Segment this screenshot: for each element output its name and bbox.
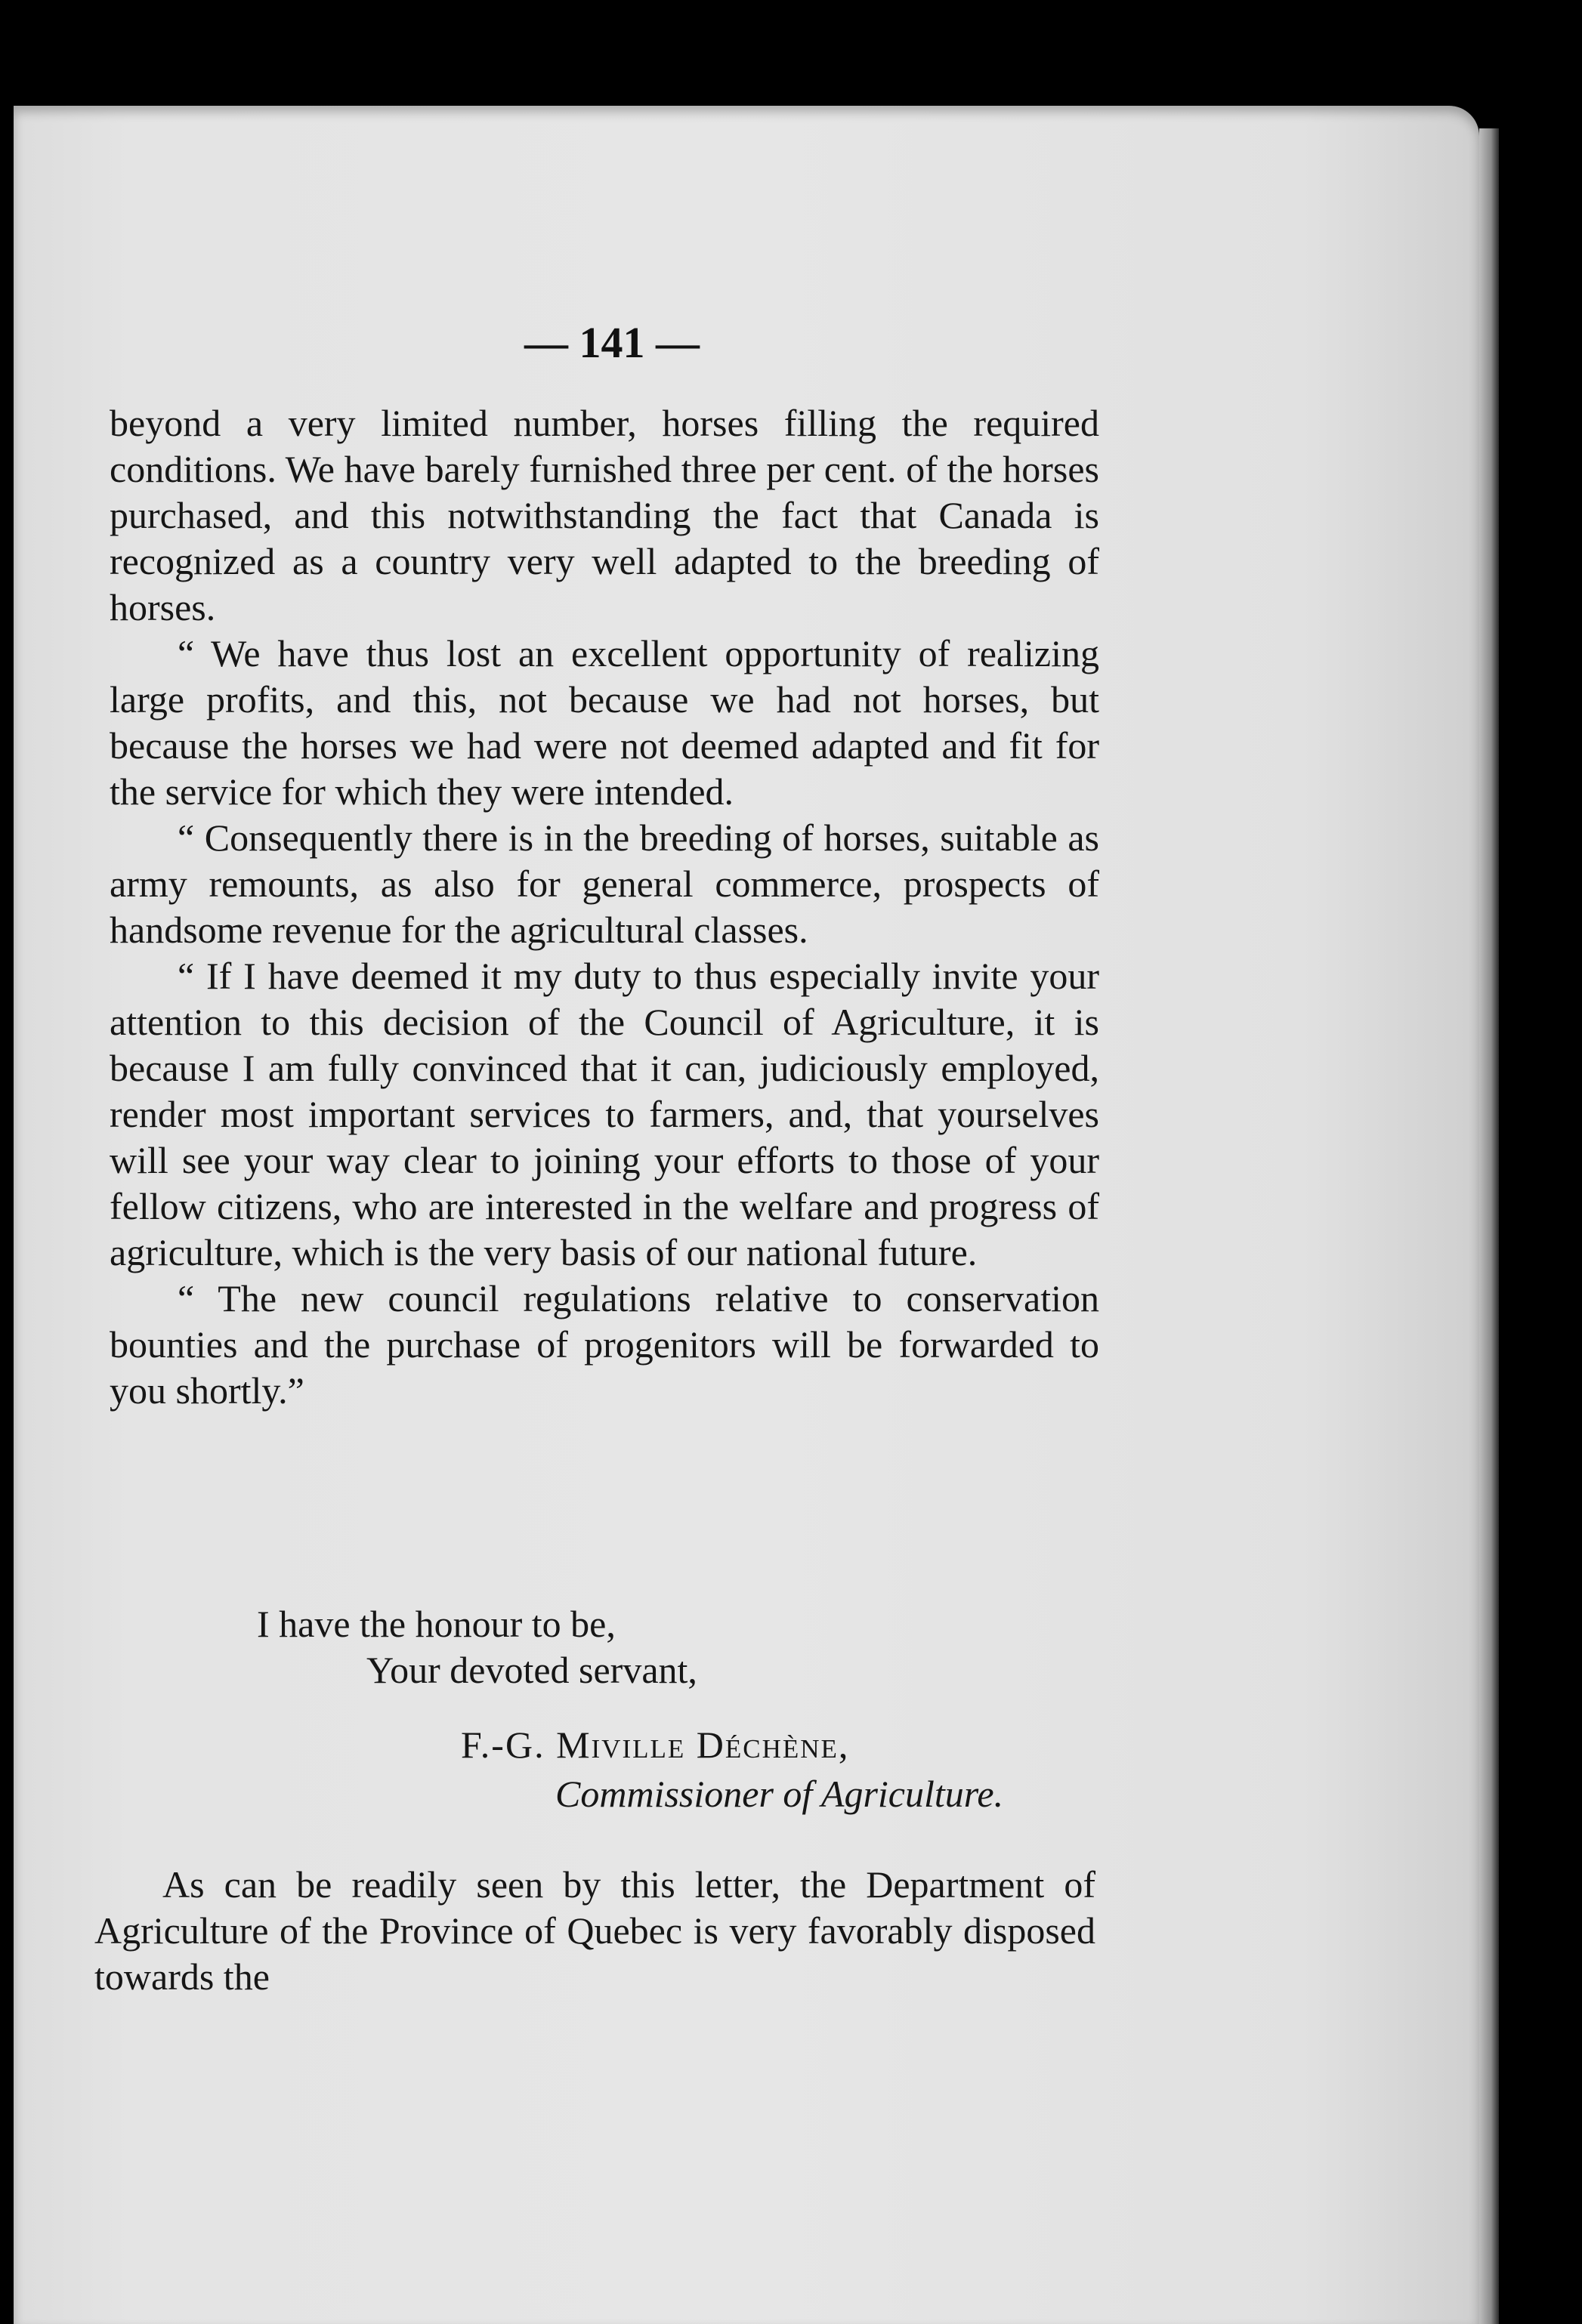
signature-title: Commissioner of Agriculture. [555,1773,1004,1815]
paragraph-1: beyond a very limited number, horses filling the required conditions. We have barely furnished three per cent. of the horses purchased, and this notwithstanding the fact that Canada is recognized as a country very well adapted to the breeding of horses. [110,402,1099,628]
final-paragraph: As can be readily seen by this letter, the Department of Agriculture of the Province of Quebec is very favorably disposed towards the [94,1863,1095,1998]
final-paragraph-container [94,1862,1095,2000]
signature-name: F.-G. Miville Déchène, [461,1724,850,1766]
paragraph-3: “ Consequently there is in the breeding of horses, suitable as army remounts, as also for general commerce, prospects of handsome revenue for the agricultural classes. [110,816,1099,951]
letter-body [110,400,1099,1414]
page-number: — 141 — [524,318,700,367]
closing-salutation: I have the honour to be, [257,1603,616,1645]
paragraph-2: “ We have thus lost an excellent opportunity of realizing large profits, and this, not because we had not horses, but because the horses we had were not deemed adapted and fit for the service for which they were intended. [110,632,1099,813]
page-edge [1479,128,1499,2324]
paragraph-5: “ The new council regulations relative to conservation bounties and the purchase of progenitors will be forwarded to you shortly.” [110,1277,1099,1412]
closing-servant: Your devoted servant, [366,1649,697,1691]
paragraph-4: “ If I have deemed it my duty to thus especially invite your attention to this decision of the Council of Agriculture, it is because I am fully convinced that it can, judiciously employed, render most important services to farmers, and, that yourselves will see your way clear to joining your efforts to those of your fellow citizens, who are interested in the welfare and progress of agriculture, which is the very basis of our national future. [110,955,1099,1273]
